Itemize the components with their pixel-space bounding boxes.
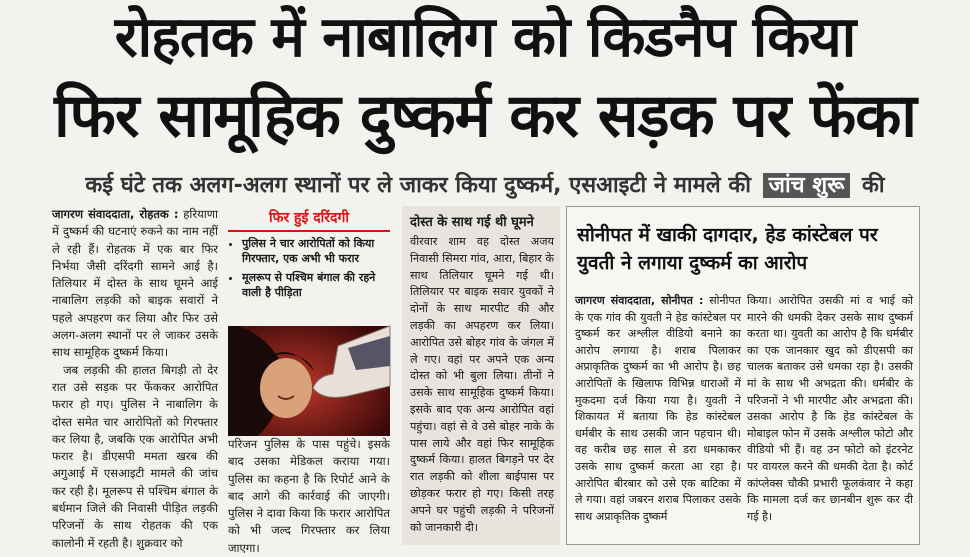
highlight-item: • पुलिस ने चार आरोपितों को किया गिरफ्तार, एक अभी भी फरार <box>242 236 390 266</box>
highlight-item: • मूलरूप से पश्चिम बंगाल की रहने वाली है पीड़िता <box>242 270 390 300</box>
continued-story-text: परिजन पुलिस के पास पहुंचे। इसके बाद उसका मेडिकल कराया गया। पुलिस का कहना है कि रिपोर्ट आने के बाद आगे की कार्रवाई की जाएगी। पुलिस ने दावा किया कि फरार आरोपित को भी जल्द गिरफ्तार कर लिया जाएगा। <box>228 437 390 555</box>
headline-line-1: रोहतक में नाबालिग को किडनैप किया <box>114 5 856 70</box>
main-byline: जागरण संवाददाता, रोहतक : <box>52 207 179 221</box>
subheadline-text: कई घंटे तक अलग-अलग स्थानों पर ले जाकर किया दुष्कर्म, एसआइटी ने मामले की <box>85 173 751 198</box>
subheadline-highlight: जांच शुरू <box>763 173 851 198</box>
story-illustration <box>228 326 390 436</box>
sonipat-story-left-column <box>575 293 741 541</box>
headline-line-2: फिर सामूहिक दुष्कर्म कर सड़क पर फेंका <box>54 81 916 151</box>
sidebar-text: वीरवार शाम वह दोस्त अजय निवासी सिमरा गांव, आरा, बिहार के साथ तिलियार घूमने गई थी। तिलियार पर बाइक सवार युवकों ने दोनों के साथ मारपीट की और लड़की का अपहरण कर लिया। आरोपित उसे बोहर गांव के जंगल में ले गए। वहां पर अपने एक अन्य दोस्त को भी बुला लिया। तीनों ने उसके साथ सामूहिक दुष्कर्म किया। इसके बाद एक अन्य आरोपित वहां पहुंचा। वहां से वे उसे बोहर नाके के पास लाये और वहां फिर सामूहिक दुष्कर्म किया। हालत बिगड़ने पर देर रात लड़की को शीला बाईपास पर छोड़कर फरार हो गए। किसी तरह अपने घर पहुंची लड़की ने परिजनों को जानकारी दी। <box>410 235 554 534</box>
highlights-list <box>228 236 390 300</box>
victim-illustration-image <box>228 326 390 436</box>
highlights-tag: फिर हुई दरिंदगी <box>228 206 390 232</box>
sonipat-story-title: सोनीपत में खाकी दागदार, हेड कांस्टेबल पर युवती ने लगाया दुष्कर्म का आरोप <box>577 224 878 274</box>
main-story-column <box>52 206 219 550</box>
sonipat-byline: जागरण संवाददाता, सोनीपत : <box>575 294 704 307</box>
subheadline-end: की <box>862 173 885 198</box>
sonipat-story-right-column: किया। आरोपित उसकी मां व भाई को मारने की धमकी देकर उसके साथ दुष्कर्म करता था। युवती का आरोप है कि धर्मबीर का एक जानकार खुद को डीएसपी का चालक बताकर उसे धमका रहा है। उसकी मां के साथ भी अभद्रता की। धर्मबीर के परिजनों ने भी मारपीट और अभद्रता की। उसका आरोप है कि हेड कांस्टेबल के मोबाइल फोन में उसके अश्लील फोटो और वीडियो भी हैं। वह उन फोटो को इंटरनेट पर वायरल करने की धमकी देता है। कोर्ट कांप्लेक्स चौकी प्रभारी फूलकंवार ने कहा कि मामला दर्ज कर छानबीन शुरू कर दी गई है। <box>747 294 913 523</box>
sonipat-left-text: सोनीपत के एक गांव की युवती ने हेड कांस्टेबल पर दुष्कर्म कर अश्लील वीडियो बनाने का आरोप लगाया है। शराब पिलाकर अप्राकृतिक दुष्कर्म का भी आरोप है। छह आरोपितों के खिलाफ विभिन्न धाराओं में मुकदमा दर्ज किया गया है। युवती ने शिकायत में बताया कि हेड कांस्टेबल धर्मबीर के साथ उसकी जान पहचान थी। वह करीब छह साल से डरा धमकाकर उसके साथ दुष्कर्म करता आ रहा है। आरोपित बीरबार को उसे एक बाटिका में ले गया। वहां जबरन शराब पिलाकर उसके साथ अप्राकृतिक दुष्कर्म <box>575 294 742 523</box>
highlights-box <box>228 206 390 326</box>
sidebar-heading: दोस्त के साथ गई थी घूमने <box>410 215 534 230</box>
sonipat-story-box <box>566 206 920 545</box>
main-paragraph-1: हरियाणा में दुष्कर्म की घटनाएं रुकने का नाम नहीं ले रही हैं। रोहतक में एक बार फिर निर्भया जैसी दरिंदगी सामने आई है। तिलियार में दोस्त के साथ घूमने आई नाबालिग लड़की को बाइक सवारों ने पहले अपहरण कर लिया और फिर उसे अलग-अलग स्थानों पर ले जाकर उसके साथ सामूहिक दुष्कर्म किया। <box>52 207 219 360</box>
subheadline <box>0 166 970 206</box>
sidebar-story <box>402 206 560 545</box>
main-paragraph-2: जब लड़की की हालत बिगड़ी तो देर रात उसे सड़क पर फेंककर आरोपित फरार हो गए। पुलिस ने नाबालिग के दोस्त समेत चार आरोपितों को गिरफ्तार कर लिया है, जबकि एक आरोपित अभी फरार है। डीएसपी ममता खरब की अगुआई में एसआइटी मामले की जांच कर रही है। मूलरूप से पश्चिम बंगाल के बर्धमान जिले की निवासी पीड़ित लड़की परिजनों के साथ रोहतक की एक कालोनी में रहती है। शुक्रवार को <box>52 362 218 550</box>
